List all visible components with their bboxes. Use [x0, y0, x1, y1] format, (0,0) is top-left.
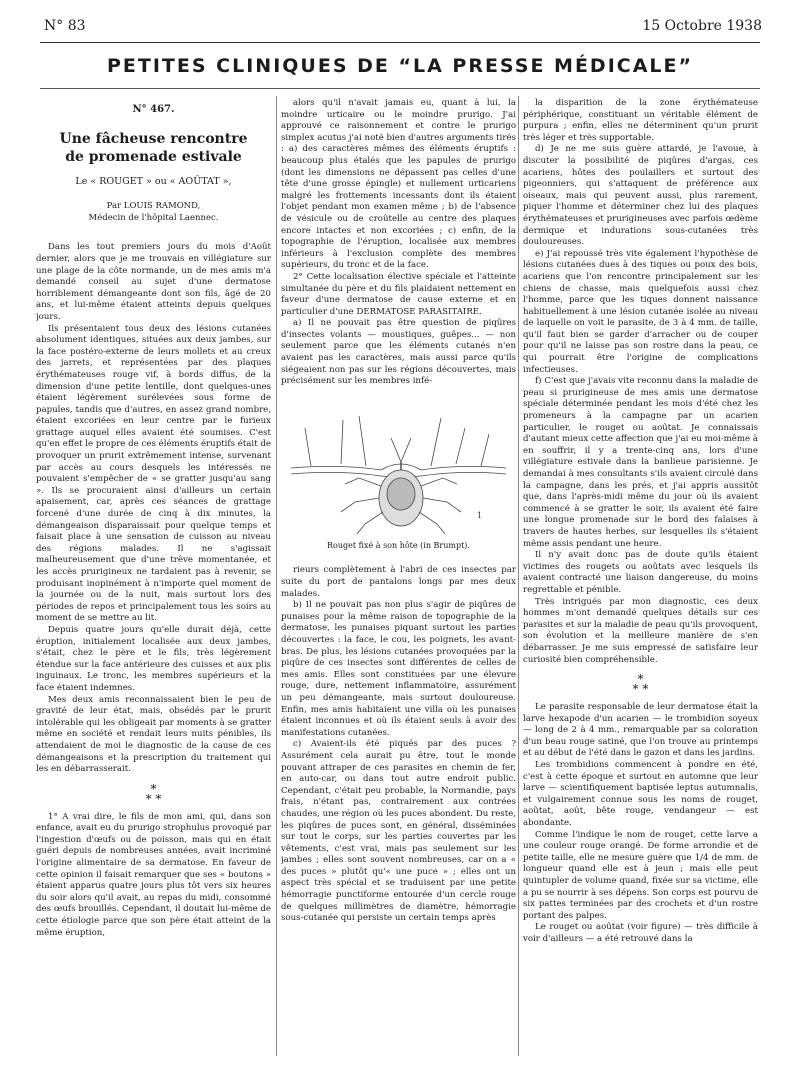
- article-title-line-1: Une fâcheuse rencontre: [59, 130, 248, 147]
- column-1: [36, 98, 271, 1054]
- article-number: N° 467.: [132, 104, 175, 115]
- section-separator: * * *: [632, 672, 649, 697]
- paragraph: Le parasite responsable de leur dermatose était la larve hexapode d'un acarien — le trombidion soyeux — long de 2 à 4 mm., remarquable par sa coloration d'un beau rouge satiné, que l'on trouve au printemps et au début de l'été dans le gazon et dans les jardins.: [523, 702, 758, 759]
- header-rule: [40, 42, 760, 43]
- column-divider-1: [276, 96, 277, 1056]
- article-title-line-2: de promenade estivale: [65, 148, 242, 165]
- article-subtitle: Le « ROUGET » ou « AOÛTAT »,: [75, 175, 232, 187]
- article-byline: Par LOUIS RAMOND,: [106, 201, 201, 212]
- paragraph: c) Avaient-ils été piqués par des puces ? Assurément cela aurait pu être, tout le monde pouvant attraper de ces parasites en chemin de fer, en auto-car, ou dans tout autre endroit public. Cependant, c'était peu probable, la Normandie, pays frais, n'étant pas, contrairement aux contrées chaudes, une région où les puces abondent. Du reste, les piqûres de puces sont, en général, disséminées sur tout le corps, sur les parties couvertes par les vêtements, c'est vrai, mais pas seulement sur les jambes ; elles sont souvent nombreuses, car on a « des puces » plutôt qu'« une puce » ; elles ont un aspect très spécial et se traduisent par une petite hémorragie punctiforme entourée d'un cercle rouge de quelques millimètres de diamètre, hémorragie sous-cutanée qui persiste un certain temps après: [281, 739, 516, 924]
- column-2: [281, 98, 516, 1054]
- paragraph: alors qu'il n'avait jamais eu, quant à lui, la moindre urticaire ou le moindre prurigo. J'ai approuvé ce raisonnement et contre le prurigo simplex acutus j'ai noté bien d'autres arguments tirés : a) des caractères mêmes des éléments éruptifs : beaucoup plus étalés que les papules de prurigo (dont les dimensions ne dépassent pas celles d'une tête d'une grosse épingle) et nullement urticariens malgré les frottements incessants dont ils étaient l'objet pendant mon examen même ; b) de l'absence de vésicule ou de croûtelle au centre des plaques encore intactes et non excoriées ; c) enfin, de la topographie de l'éruption, localisée aux membres inférieurs à l'exclusion complète des membres supérieurs, du tronc et de la face.: [281, 98, 516, 271]
- paragraph: Ils présentaient tous deux des lésions cutanées absolument identiques, situées aux deux jambes, sur la face postéro-externe de leurs mollets et au creux des jarrets, et représentées par des plaques érythémateuses rouge vif, à bords diffus, de la dimension d'une petite lentille, dont quelques-unes étaient légèrement surélevées sous forme de papules, tandis que d'autres, en assez grand nombre, étaient excoriées en leur centre par le furieux grattage auquel elles avaient été soumises. C'est qu'en effet le propre de ces éléments éruptifs était de provoquer un prurit extrêmement intense, survenant par accès au cours desquels les intéressés ne pouvaient s'empêcher de « se gratter jusqu'au sang ». Ils se procuraient ainsi d'ailleurs un certain apaisement, car, après ces séances de grattage forcené d'une durée de cinq à dix minutes, la démangeaison disparaissait pour quelque temps et faisait place à une sensation de cuisson au niveau des régions malades. Il ne s'agissait malheureusement que d'une trêve momentanée, et les accès prurigineux ne tardaient pas à revenir, se produisant inopinément à n'importe quel moment de la journée ou de la nuit, mais surtout lors des périodes de repos et principalement tous les soirs au moment de se mettre au lit.: [36, 323, 271, 624]
- paragraph: b) Il ne pouvait pas non plus s'agir de piqûres de punaises pour la même raison de topographie de la dermatose, les punaises piquant surtout les parties découvertes : la face, le cou, les poignets, les avant-bras. De plus, les lésions cutanées provoquées par la piqûre de ces insectes sont différentes de celles de mes amis. Elles sont constituées par une élevure rouge, dure, nettement inflammatoire, assurément un peu démangeante, mais surtout douloureuse. Enfin, mes amis habitaient une villa où les punaises étaient inconnues et où ils étaient seuls à avoir des manifestations cutanées.: [281, 600, 516, 738]
- paragraph: f) C'est que j'avais vite reconnu dans la maladie de peau si prurigineuse de mes amis une dermatose spéciale déterminée pendant les mois d'été chez les promeneurs à la campagne par un acarien particulier, le rouget ou aoûtat. Je connaissais d'autant mieux cette affection que j'ai eu moi-même à en souffrir, il y a trente-cinq ans, lors d'une villégiature estivale dans la banlieue parisienne. Je demandai à mes consultants s'ils avaient circulé dans la campagne, dans les prés, et j'ai appris aussitôt que, dans l'après-midi même du jour où ils avaient commencé à se gratter le soir, ils avaient été faire une longue promenade sur le bord des falaises à travers de hautes herbes, sur lesquelles ils s'étaient même assis pendant une heure.: [523, 376, 758, 549]
- paragraph: rieurs complètement à l'abri de ces insectes par suite du port de pantalons longs par mes deux malades.: [281, 565, 516, 599]
- paragraph: Depuis quatre jours qu'elle durait déjà, cette éruption, initialement localisée aux deux jambes, s'était, chez le père et le fils, très légèrement étendue sur la face antérieure des cuisses et aux plis inguinaux. Le tronc, les membres supérieurs et la face étaient indemnes.: [36, 624, 271, 693]
- issue-number: N° 83: [44, 18, 86, 34]
- masthead-rule: [40, 88, 760, 89]
- paragraph: 1° A vrai dire, le fils de mon ami, qui, dans son enfance, avait eu du prurigo strophulus provoqué par l'ingestion d'œufs ou de poisson, mais qui en était guéri depuis de nombreuses années, avait incriminé l'origine alimentaire de sa dermatose. En faveur de cette opinion il faisait remarquer que ses « boutons » étaient apparus quatre jours plus tôt vers six heures du soir alors qu'il avait, au repas du midi, consommé des œufs brouillés. Cependant, il doutait lui-même de cette étiologie parce que son père était atteint de la même éruption,: [36, 811, 271, 938]
- paragraph: Comme l'indique le nom de rouget, cette larve a une couleur rouge orangé. De forme arrondie et de petite taille, elle ne mesure guère que 1/4 de mm. de longueur quand elle est à jeun ; mais elle peut quintupler de volume quand, fixée sur sa victime, elle a pu se nourrir à ses dépens. Son corps est pourvu de six pattes terminées par des crochets et d'un rostre portant des palpes.: [523, 829, 758, 921]
- figure-caption: Rouget fixé à son hôte (in Brumpt).: [327, 540, 470, 550]
- column-divider-2: [518, 96, 519, 1056]
- paragraph: Dans les tout premiers jours du mois d'Août dernier, alors que je me trouvais en villégiature sur une plage de la côte normande, un de mes amis m'a demandé conseil au sujet d'une dermatose horriblement démangeante dont son fils, âgé de 20 ans, et lui-même étaient atteints depuis quelques jours.: [36, 242, 271, 322]
- paragraph: 2° Cette localisation élective spéciale et l'atteinte simultanée du père et du fils plaidaient nettement en faveur d'une dermatose de cause externe et en particulier d'une DERMATOSE PARASITAIRE.: [281, 271, 516, 317]
- paragraph: Mes deux amis reconnaissaient bien le peu de gravité de leur état, mais, obsédés par le prurit intolérable qui les obligeait par moments à se gratter même en société et rendait leurs nuits pénibles, ils attendaient de moi le diagnostic de la cause de ces démangeaisons et la prescription du traitement qui les en débarrasserait.: [36, 694, 271, 775]
- rouget-illustration: [281, 398, 516, 536]
- paragraph: a) Il ne pouvait pas être question de piqûres d'insectes volants — moustiques, guêpes... — non seulement parce que les éléments cutanés n'en avaient pas les caractères, mais aussi parce qu'ils siégeaient non pas sur les régions découvertes, mais précisément sur les membres infé-: [281, 318, 516, 387]
- paragraph: la disparition de la zone érythémateuse périphérique, constituant un véritable élément de purpura ; enfin, elles ne déterminent qu'un prurit très léger et très supportable.: [523, 98, 758, 143]
- masthead-title: PETITES CLINIQUES DE “LA PRESSE MÉDICALE”: [107, 55, 693, 77]
- issue-date: 15 Octobre 1938: [642, 18, 762, 34]
- author-affiliation: Médecin de l'hôpital Laennec.: [88, 212, 219, 223]
- paragraph: Le rouget ou aoûtat (voir figure) — très difficile à voir d'ailleurs — a été retrouvé dans la: [523, 922, 758, 944]
- paragraph: e) J'ai repoussé très vite également l'hypothèse de lésions cutanées dues à des tiques ou poux des bois, acariens que l'on rencontre principalement sur les chiens de chasse, mais quelquefois aussi chez l'homme, parce que les tiques donnent naissance habituellement à une lésion cutanée isolée au niveau de laquelle on voit le parasite, de 3 à 4 mm. de taille, qu'il faut bien se garder d'arracher ou de couper pour qu'il ne laisse pas son rostre dans la peau, ce qui pourrait être l'origine de complications infectieuses.: [523, 248, 758, 375]
- paragraph: Il n'y avait donc pas de doute qu'ils étaient victimes des rougets ou aoûtats avec lesquels ils avaient contracté une liaison dangereuse, du moins regrettable et pénible.: [523, 550, 758, 595]
- section-separator: * * *: [145, 781, 162, 806]
- article-title: [36, 130, 271, 166]
- column-3: [523, 98, 758, 1054]
- figure-label: 1: [477, 510, 483, 520]
- paragraph: Les trombidions commencent à pondre en été, c'est à cette époque et surtout en automne que leur larve — scientifiquement baptisée leptus autumnalis, et vulgairement connue sous les noms de rouget, aoûtat, août, bête rouge, vendangeur — est abondante.: [523, 760, 758, 829]
- paragraph: d) Je ne me suis guère attardé, je l'avoue, à discuter la possibilité de piqûres d'argas, ces acariens, hôtes des poulaillers et surtout des pigeonniers, qui s'attaquent de préférence aux oiseaux, mais qui peuvent aussi, plus rarement, piquer l'homme et déterminer chez lui des plaques érythémateuses et prurigineuses avec parfois œdème dermique et indurations sous-cutanées très douloureuses.: [523, 144, 758, 248]
- paragraph: Très intrigués par mon diagnostic, ces deux hommes m'ont demandé quelques détails sur ces parasites et sur la maladie de peau qu'ils provoquent, son évolution et la meilleure manière de s'en débarrasser. Je me suis empressé de satisfaire leur curiosité bien compréhensible.: [523, 596, 758, 665]
